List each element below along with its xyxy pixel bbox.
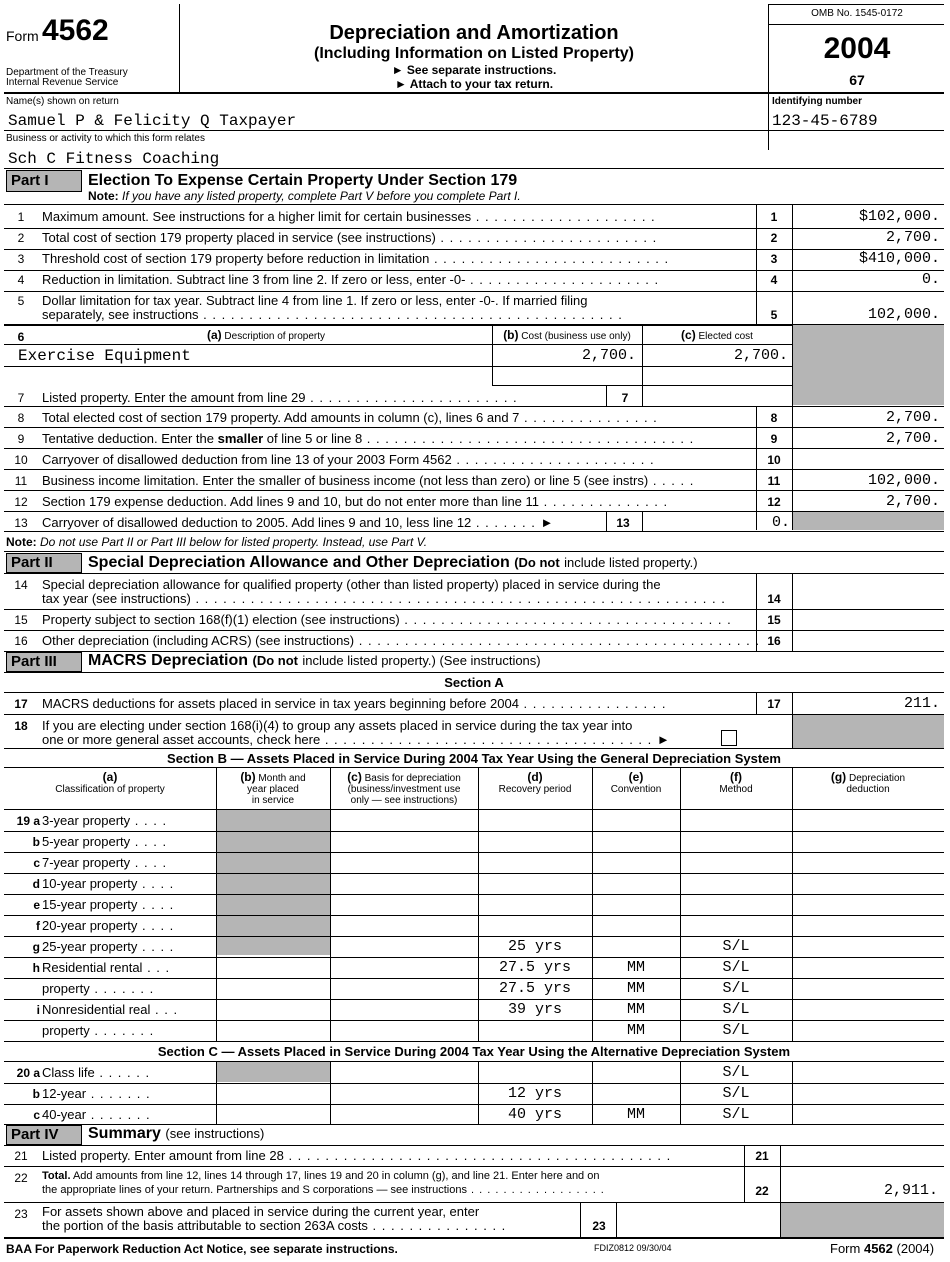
col-c-header: (c) Basis for depreciation (business/investment use only — see instructions) [347,770,461,806]
section-c-row-label: 12-year . . . . . . . [42,1086,151,1101]
line-8-value[interactable]: 2,700. [885,409,940,426]
line-11-text: Business income limitation. Enter the smaller of business income (not less than zero) or line 5 (see instrs) . . . . . [42,473,695,488]
form-title: Depreciation and Amortization [329,22,619,44]
section-b-row-label: 5-year property . . . . [42,834,168,849]
line-14-text-b: tax year (see instructions) . . . . . . . . . . . . . . . . . . . . . . . . . . . . . . . . . . . . . . . . . . . . . . . . . . . . . . . . . . [42,591,726,606]
section-b-row-number: h [32,961,40,975]
line-18-shaded [793,715,944,748]
section-b-col-d[interactable]: 27.5 yrs [498,980,571,997]
section-c-row-label: Class life . . . . . . [42,1065,151,1080]
line-22-value[interactable]: 2,911. [883,1182,938,1199]
line-4-value[interactable]: 0. [921,271,940,288]
section-b-row-number: e [33,898,40,912]
line-5-value[interactable]: 102,000. [867,306,940,323]
section-b-col-e[interactable]: MM [626,959,645,976]
section-b-row-label: property . . . . . . . [42,981,155,996]
section-c-col-d[interactable]: 12 yrs [507,1085,562,1102]
form-subtitle: (Including Information on Listed Property) [314,45,634,62]
part3-tag: Part III [6,652,82,672]
line-1-box: 1 [770,210,778,224]
identifying-number[interactable]: 123-45-6789 [772,112,878,130]
section-b-row-label: property . . . . . . . [42,1023,155,1038]
attach-instructions: ► Attach to your tax return. [394,77,554,91]
section-b-row-label: 10-year property . . . . [42,876,175,891]
section-b-row-label: Nonresidential real . . . [42,1002,179,1017]
section-b-row-number: 19 a [16,814,40,828]
section-a-heading: Section A [444,675,504,690]
line-22-text-b: the appropriate lines of your return. Partnerships and S corporations — see instructions . . . . . . . . . . . . . . . . . [42,1184,605,1196]
line-6-cost[interactable]: 2,700. [581,347,636,364]
form-number: 4562 [42,14,109,47]
line-9-box: 9 [770,432,778,446]
section-c-col-f[interactable]: S/L [722,1106,750,1123]
line-22-box: 22 [755,1184,769,1198]
line-23-text-a: For assets shown above and placed in service during the current year, enter [42,1204,480,1219]
tax-year: 2004 [823,32,891,65]
line-16-box: 16 [767,634,781,648]
section-c-row-number: c [33,1108,40,1122]
line-14-box: 14 [767,592,781,606]
part1-title: Election To Expense Certain Property Under Section 179 [88,172,518,189]
section-b-heading: Section B — Assets Placed in Service During 2004 Tax Year Using the General Depreciation System [167,751,781,766]
dept-treasury: Department of the Treasury [6,67,128,78]
line-17-box: 17 [767,697,781,711]
part1-note2: Note: Do not use Part II or Part III below for listed property. Instead, use Part V. [6,535,428,549]
line-6-shaded [793,325,944,405]
section-b-col-d[interactable]: 39 yrs [507,1001,562,1018]
section-c-col-d[interactable]: 40 yrs [507,1106,562,1123]
line-21-text: Listed property. Enter amount from line 28 . . . . . . . . . . . . . . . . . . . . . . . . . . . . . . . . . . . . . . . . . . [42,1148,672,1163]
line-17-value[interactable]: 211. [903,695,940,712]
line-4-text: Reduction in limitation. Subtract line 3 from line 2. If zero or less, enter -0- . . . . . . . . . . . . . . . . . . . . . [42,272,660,287]
line-23-text-b: the portion of the basis attributable to section 263A costs . . . . . . . . . . . . . . . [42,1218,507,1233]
line-13-value[interactable]: 0. [771,514,790,531]
section-b-col-f[interactable]: S/L [722,938,750,955]
line-18-text-b: one or more general asset accounts, check here . . . . . . . . . . . . . . . . . . . . . . . . . . . . . . . . . . . . ► [42,732,670,747]
id-label: Identifying number [772,96,862,107]
business-activity[interactable]: Sch C Fitness Coaching [8,150,220,168]
section-b-col-e[interactable]: MM [626,1022,645,1039]
line-18-checkbox[interactable] [721,730,737,746]
business-label: Business or activity to which this form relates [6,133,205,144]
col-g-header: (g) Depreciation deduction [830,770,906,795]
line-14-text-a: Special depreciation allowance for qualified property (other than listed property) placed in service during the [42,577,661,592]
line-7-text: Listed property. Enter the amount from line 29 . . . . . . . . . . . . . . . . . . . . . . . [42,390,518,405]
section-b-col-e[interactable]: MM [626,980,645,997]
section-b-col-f[interactable]: S/L [722,980,750,997]
section-b-row-number: f [36,919,40,933]
line-6-number: 6 [17,330,25,344]
line-13-text: Carryover of disallowed deduction to 2005. Add lines 9 and 10, less line 12 . . . . . . . ► [42,515,554,530]
line-22-text-a: Total. Add amounts from line 12, lines 14 through 17, lines 19 and 20 in column (g), and line 21. Enter here and on [42,1170,600,1182]
part1-tag: Part I [6,170,82,192]
section-c-row-number: 20 a [16,1066,40,1080]
section-b-col-f[interactable]: S/L [722,1001,750,1018]
col-d-header: (d) Recovery period [498,770,572,795]
footer-baa: BAA For Paperwork Reduction Act Notice, see separate instructions. [6,1242,398,1256]
col-e-header: (e) Convention [610,770,662,795]
line-1-value[interactable]: $102,000. [858,208,940,225]
footer-code: FDIZ0812 09/30/04 [594,1243,672,1253]
line-4-box: 4 [770,273,778,287]
section-b-col-d[interactable]: 27.5 yrs [498,959,571,976]
section-b-row-label: 25-year property . . . . [42,939,175,954]
line-3-box: 3 [770,252,778,266]
section-b-col-d[interactable]: 25 yrs [507,938,562,955]
section-b-col-e[interactable]: MM [626,1001,645,1018]
section-c-row-number: b [32,1087,40,1101]
line-2-value[interactable]: 2,700. [885,229,940,246]
section-b-row-label: 7-year property . . . . [42,855,168,870]
line-12-text: Section 179 expense deduction. Add lines 9 and 10, but do not enter more than line 11 . . . . . . . . . . . . . . [42,494,669,509]
section-b-row-label: 3-year property . . . . [42,813,168,828]
line-8-text: Total elected cost of section 179 property. Add amounts in column (c), lines 6 and 7 . . . . . . . . . . . . . . . [42,410,658,425]
section-b-col-f[interactable]: S/L [722,959,750,976]
line-5-box: 5 [770,308,778,322]
line-15-text: Property subject to section 168(f)(1) election (see instructions) . . . . . . . . . . . . . . . . . . . . . . . . . . . . . . . . . . . . [42,612,732,627]
line-15-box: 15 [767,613,781,627]
section-b-row-number: g [32,940,40,954]
line-18-text-a: If you are electing under section 168(i)(4) to group any assets placed in service during the tax year into [42,718,633,733]
line-10-text: Carryover of disallowed deduction from line 13 of your 2003 Form 4562 . . . . . . . . . . . . . . . . . . . . . . [42,452,655,467]
line-16-text: Other depreciation (including ACRS) (see instructions) . . . . . . . . . . . . . . . . . . . . . . . . . . . . . . . . . . . . . . . . . . . . [42,633,760,648]
part2-tag: Part II [6,553,82,573]
part1-note: Note: If you have any listed property, complete Part V before you complete Part I. [88,189,521,203]
line-2-text: Total cost of section 179 property placed in service (see instructions) . . . . . . . . . . . . . . . . . . . . . . . . [42,230,658,245]
line-6-desc[interactable]: Exercise Equipment [18,347,191,365]
line-12-box: 12 [767,495,781,509]
section-b-row-label: 15-year property . . . . [42,897,175,912]
line-23-box: 23 [592,1219,606,1233]
section-b-row-label: Residential rental . . . [42,960,171,975]
section-b-row-label: 20-year property . . . . [42,918,175,933]
line-3-value[interactable]: $410,000. [858,250,940,267]
line-5-text-b: separately, see instructions . . . . . . . . . . . . . . . . . . . . . . . . . . . . . . . . . . . . . . . . . . . . . . [42,307,623,322]
dept-irs: Internal Revenue Service [6,77,119,88]
line-13-shaded [793,512,944,530]
section-c-col-e[interactable]: MM [626,1106,645,1123]
line-6-col-a: (a) Description of property [206,328,326,342]
line-9-text: Tentative deduction. Enter the smaller of line 5 or line 8 . . . . . . . . . . . . . . . . . . . . . . . . . . . . . . . . . . . . [42,431,695,446]
line-12-value[interactable]: 2,700. [885,493,940,510]
row20a-shaded [217,1062,330,1082]
part4-tag: Part IV [6,1125,82,1145]
line-17-text: MACRS deductions for assets placed in service in tax years beginning before 2004 . . . . . . . . . . . . . . . . [42,696,667,711]
section-c-col-f[interactable]: S/L [722,1085,750,1102]
part3-title: MACRS Depreciation (Do not include listed property.) (See instructions) [88,652,541,669]
line-7-box: 7 [621,391,629,405]
line-21-box: 21 [755,1149,769,1163]
section-b-col-f[interactable]: S/L [722,1022,750,1039]
part4-title: Summary (see instructions) [88,1125,265,1142]
form-label: Form [6,28,39,44]
line-23-shaded [781,1203,944,1238]
col-a-header: (a) Classification of property [55,770,165,795]
see-instructions: ► See separate instructions. [391,63,557,77]
col-f-header: (f) Method [719,770,753,795]
omb-number: OMB No. 1545-0172 [811,8,903,19]
line-6-col-b: (b) Cost (business use only) [503,328,631,342]
section-b-row-number: i [36,1003,40,1017]
line-10-box: 10 [767,453,781,467]
section-c-row-label: 40-year . . . . . . . [42,1107,151,1122]
line-13-box: 13 [616,516,630,530]
line-9-value[interactable]: 2,700. [885,430,940,447]
line-8-box: 8 [770,411,778,425]
section-c-heading: Section C — Assets Placed in Service During 2004 Tax Year Using the Alternative Depreciation System [157,1044,791,1059]
section-b-row-number: c [33,856,40,870]
col-b-header: (b) Month and year placed in service [240,770,306,806]
part2-title: Special Depreciation Allowance and Other Depreciation (Do not include listed property.) [88,554,698,571]
line-6-col-c: (c) Elected cost [681,328,753,342]
line-6-elected[interactable]: 2,700. [733,347,788,364]
line-11-box: 11 [767,474,781,488]
footer-form: Form 4562 (2004) [830,1241,935,1256]
section-b-row-number: b [32,835,40,849]
attachment-sequence: 67 [849,72,865,88]
section-c-col-f[interactable]: S/L [722,1064,750,1081]
line-5-text-a: Dollar limitation for tax year. Subtract line 4 from line 1. If zero or less, enter -0-. If married filing [42,293,588,308]
line-11-value[interactable]: 102,000. [867,472,940,489]
section-b-row-number: d [32,877,40,891]
names-label: Name(s) shown on return [6,96,119,107]
line-2-box: 2 [770,231,778,245]
taxpayer-names[interactable]: Samuel P & Felicity Q Taxpayer [8,112,297,130]
line-3-text: Threshold cost of section 179 property before reduction in limitation . . . . . . . . . . . . . . . . . . . . . . . . . . [42,251,670,266]
line-1-text: Maximum amount. See instructions for a higher limit for certain businesses . . . . . . . . . . . . . . . . . . . . [42,209,656,224]
